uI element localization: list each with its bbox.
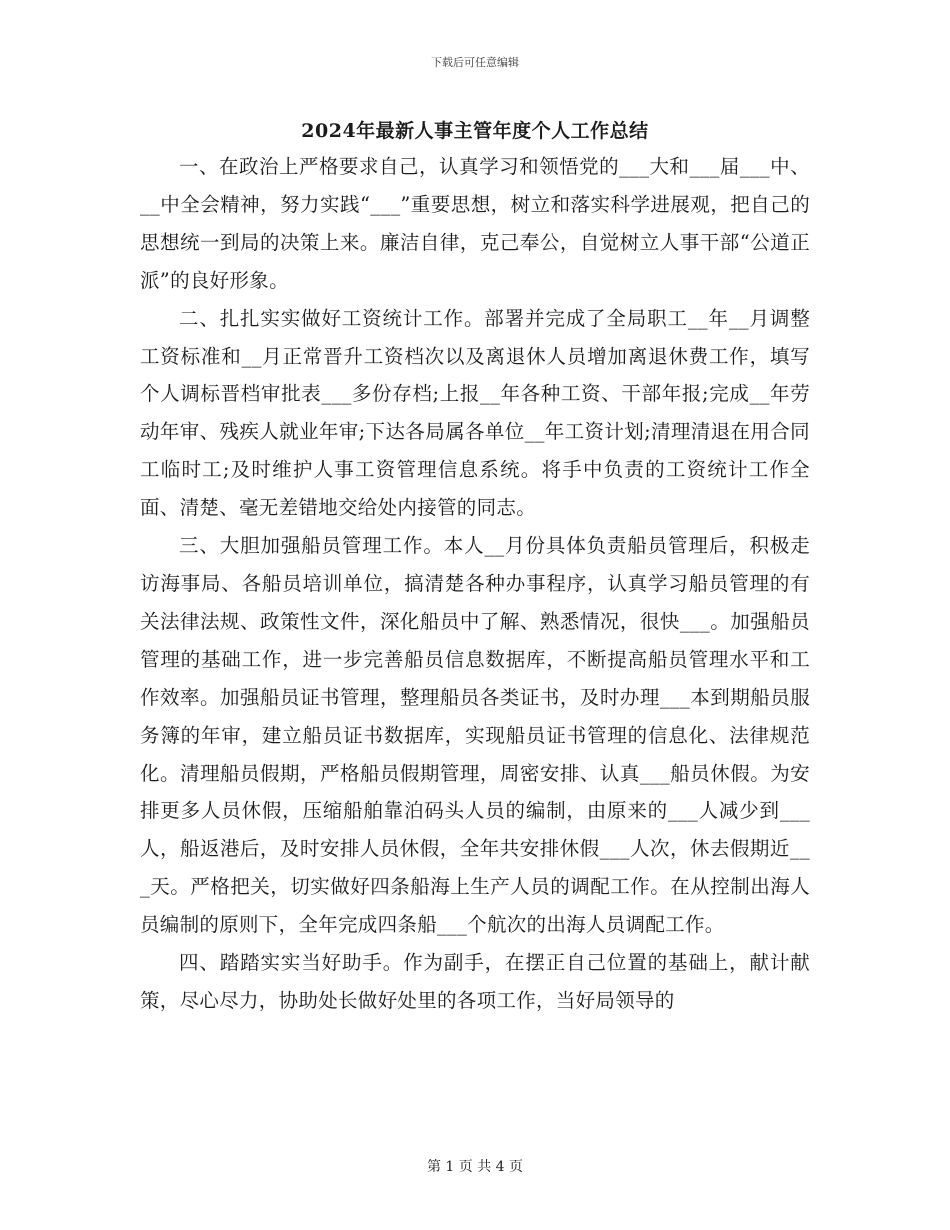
header-note: 下载后可任意编辑 — [431, 56, 519, 69]
page-number: 第 1 页 共 4 页 — [426, 1159, 524, 1175]
document-title: 2024年最新人事主管年度个人工作总结 — [301, 120, 649, 142]
paragraph-4: 四、踏踏实实当好助手。作为副手，在摆正自己位置的基础上，献计献策，尽心尽力，协助处长做好处里的各项工作，当好局领导的 — [140, 951, 810, 1012]
paragraph-2: 二、扎扎实实做好工资统计工作。部署并完成了全局职工__年__月调整工资标准和__月正常晋升工资档次以及离退休人员增加离退休费工作，填写个人调标晋档审批表___多份存档;上报__年各种工资、干部年报;完成__年劳动年审、残疾人就业年审;下达各局属各单位__年工资计划;清理清退在用合同工临时工;及时维护人事工资管理信息系统。将手中负责的工资统计工作全面、清楚、毫无差错地交给处内接管的同志。 — [140, 306, 810, 520]
paragraph-1: 一、在政治上严格要求自己，认真学习和领悟党的___大和___届___中、__中全会精神，努力实践“___”重要思想，树立和落实科学进展观，把自己的思想统一到局的决策上来。廉洁自律，克己奉公，自觉树立人事干部“公道正派”的良好形象。 — [140, 155, 810, 292]
paragraph-3: 三、大胆加强船员管理工作。本人__月份具体负责船员管理后，积极走访海事局、各船员培训单位，搞清楚各种办事程序，认真学习船员管理的有关法律法规、政策性文件，深化船员中了解、熟悉情况，很快___。加强船员管理的基础工作，进一步完善船员信息数据库，不断提高船员管理水平和工作效率。加强船员证书管理，整理船员各类证书，及时办理___本到期船员服务簿的年审，建立船员证书数据库，实现船员证书管理的信息化、法律规范化。清理船员假期，严格船员假期管理，周密安排、认真___船员休假。为安排更多人员休假，压缩船舶靠泊码头人员的编制，由原来的___人减少到___人，船返港后，及时安排人员休假，全年共安排休假___人次，休去假期近___天。严格把关，切实做好四条船海上生产人员的调配工作。在从控制出海人员编制的原则下，全年完成四条船___个航次的出海人员调配工作。 — [140, 534, 810, 937]
document-body — [140, 148, 810, 1020]
